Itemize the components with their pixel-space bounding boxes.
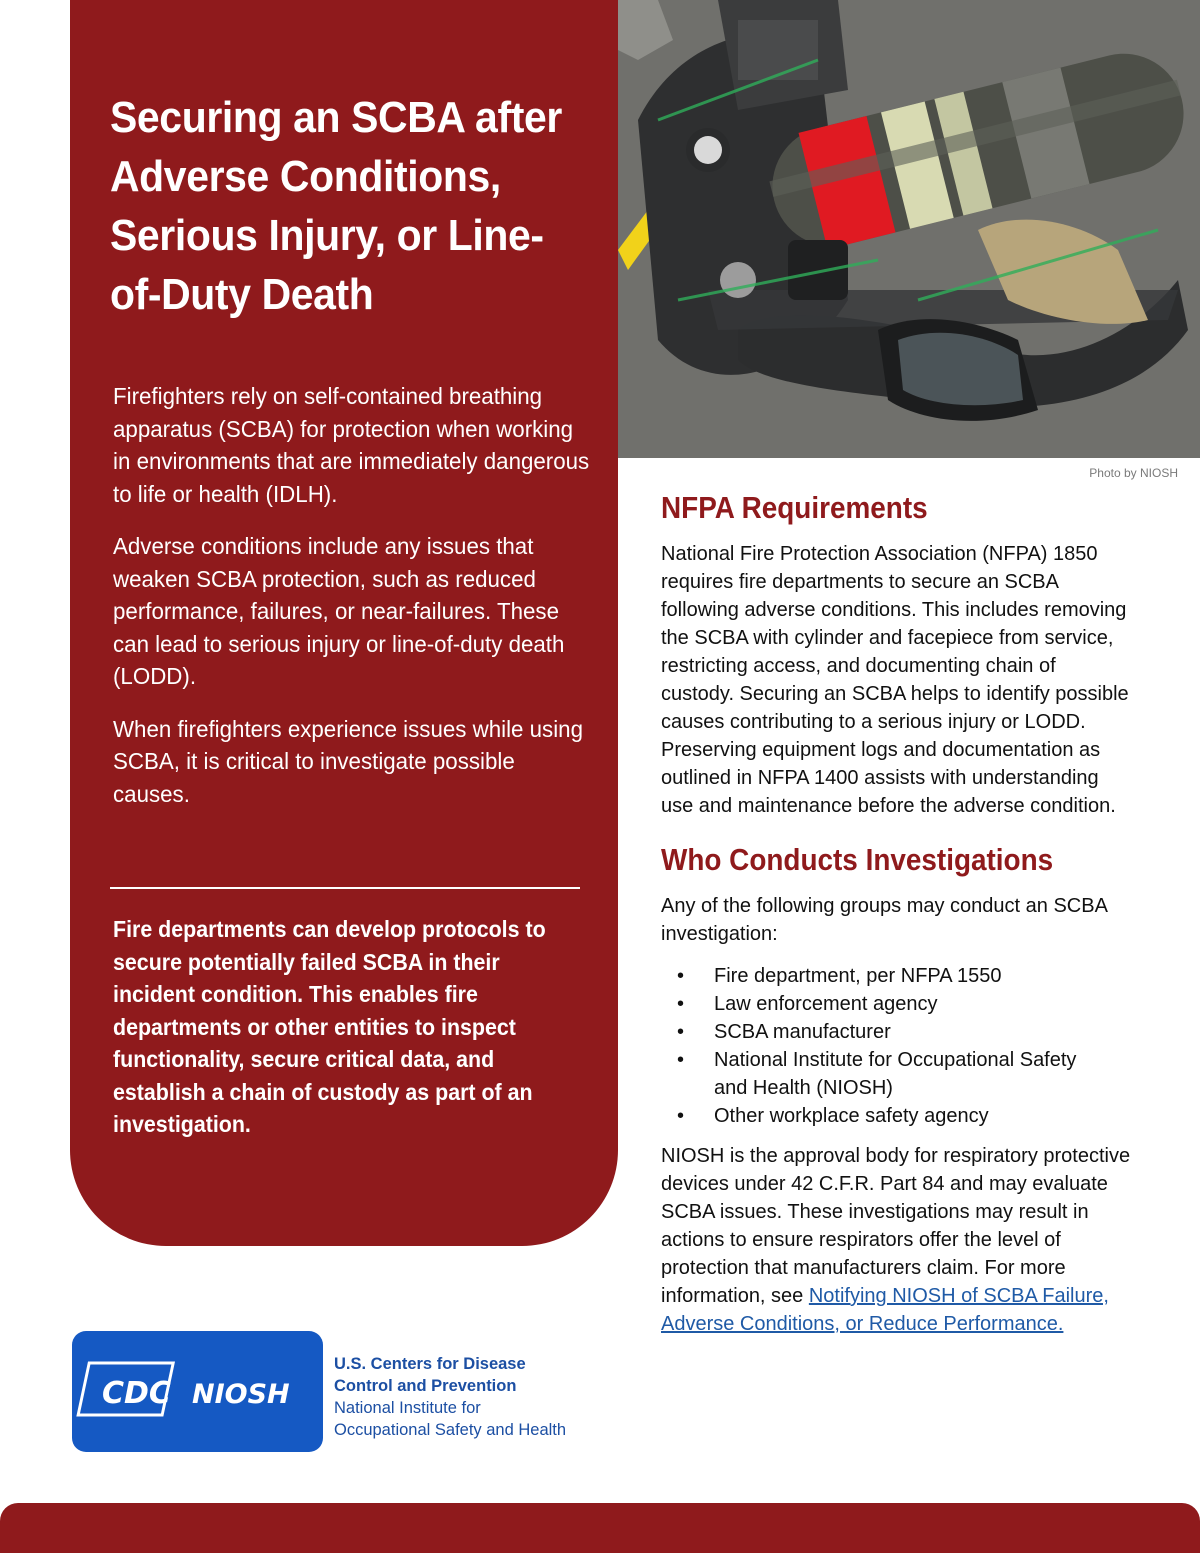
cdc-niosh-logo <box>72 1331 323 1452</box>
closing-text <box>661 1142 1131 1338</box>
page-title: Securing an SCBA after Adverse Conditions, Serious Injury, or Line-of-Duty Death <box>110 93 562 319</box>
bullet-icon: • <box>677 965 685 987</box>
list-item-text: SCBA manufacturer <box>714 1021 891 1043</box>
bullet-icon: • <box>677 1049 685 1071</box>
who-heading: Who Conducts Investigations <box>661 842 1054 877</box>
left-panel <box>70 0 618 1246</box>
nfpa-body: National Fire Protection Association (NFPA) 1850 requires fire departments to secure an SCBA following adverse conditions. This includes removing the SCBA with cylinder and facepiece from service, restricting access, and documenting chain of custody. Securing an SCBA helps to identify possible causes contributing to a serious injury or LODD. Preserving equipment logs and documentation as outlined in NFPA 1400 assists with understanding use and maintenance before the adverse condition. <box>661 543 1129 817</box>
photo-credit: Photo by NIOSH <box>1089 466 1178 480</box>
who-intro: Any of the following groups may conduct an SCBA investigation: <box>661 895 1107 945</box>
nfpa-heading: NFPA Requirements <box>661 490 928 525</box>
investigator-list <box>661 962 1161 1130</box>
scba-photo-illustration <box>618 0 1200 458</box>
list-item-text: Other workplace safety agency <box>714 1105 989 1127</box>
agency-line-3: National Institute for <box>334 1399 481 1417</box>
intro-paragraph: Adverse conditions include any issues that weaken SCBA protection, such as reduced performance, failures, or near-failures. These can lead to serious injury or line-of-duty death (LODD). <box>113 533 565 689</box>
divider <box>110 887 580 889</box>
cdc-wordmark: CDC <box>102 1376 171 1411</box>
list-item <box>661 1102 1114 1130</box>
list-item-text: Fire department, per NFPA 1550 <box>714 965 1002 987</box>
list-item <box>661 1046 1114 1102</box>
bullet-icon: • <box>677 1105 685 1127</box>
closing-text-body: NIOSH is the approval body for respiratory protective devices under 42 C.F.R. Part 84 and may evaluate SCBA issues. These investigations may result in actions to ensure respirators offer the level of protection that manufacturers claim. For more information, see <box>661 1145 1131 1307</box>
agency-line-4: Occupational Safety and Health <box>334 1421 567 1439</box>
cdc-niosh-logo-mark <box>72 1331 323 1452</box>
intro-paragraph: Firefighters rely on self-contained breathing apparatus (SCBA) for protection when working in environments that are immediately dangerous to life or health (IDLH). <box>113 383 590 507</box>
niosh-notification-link[interactable]: Notifying NIOSH of SCBA Failure, Adverse Conditions, or Reduce Performance. <box>661 1285 1109 1335</box>
callout-text: Fire departments can develop protocols to secure potentially failed SCBA in their incident condition. This enables fire departments or other entities to inspect functionality, secure critical data, and establish a chain of custody as part of an investigation. <box>113 916 546 1137</box>
footer-bar <box>0 1503 1200 1553</box>
list-item-text: National Institute for Occupational Safety and Health (NIOSH) <box>714 1049 1077 1099</box>
list-item <box>661 1018 1114 1046</box>
list-item-text: Law enforcement agency <box>714 993 938 1015</box>
bullet-icon: • <box>677 993 685 1015</box>
right-column <box>661 488 1161 1338</box>
list-item <box>661 962 1114 990</box>
scba-photo <box>618 0 1200 458</box>
agency-line-1: U.S. Centers for Disease <box>334 1355 526 1373</box>
niosh-wordmark: NIOSH <box>192 1379 290 1410</box>
list-item <box>661 990 1114 1018</box>
intro-paragraph: When firefighters experience issues while using SCBA, it is critical to investigate possible causes. <box>113 715 583 807</box>
agency-name <box>334 1353 604 1441</box>
agency-line-2: Control and Prevention <box>334 1377 517 1395</box>
intro-text <box>113 380 593 830</box>
bullet-icon: • <box>677 1021 685 1043</box>
